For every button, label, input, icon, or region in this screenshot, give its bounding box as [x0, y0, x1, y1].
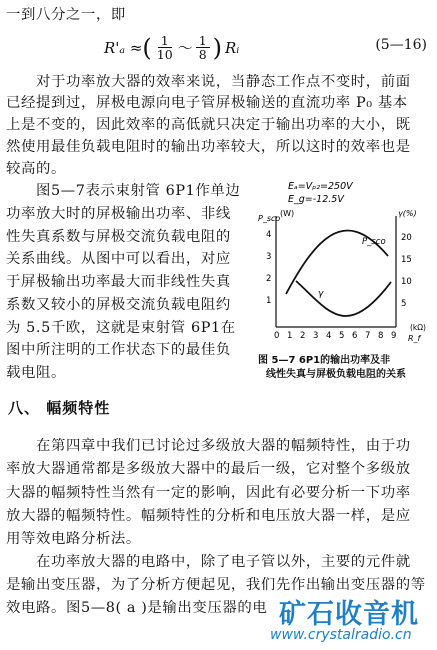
text-line: 较高的。 — [6, 161, 66, 177]
x-tick-0: 0 — [274, 331, 280, 341]
figure-caption-line-2: 线性失真与屏极负载电阻的关系 — [266, 369, 406, 380]
x-tick-5: 5 — [339, 331, 345, 341]
text-line: 效电路。图5—8( a )是输出变压器的电 — [6, 600, 268, 616]
formula-rhs: Rᵢ — [225, 38, 240, 57]
x-tick-3: 3 — [313, 331, 319, 341]
left-axis-label: P_sco — [258, 214, 281, 223]
x-tick-7: 7 — [365, 331, 371, 341]
text-line: 系数又较小的屏极交流负载电阻约 — [6, 297, 231, 313]
formula-5-16: R'ₐ ≈ ( $\frac{1}{10}$ ～ $\frac{1}{8}$ ) Rᵢ — [104, 33, 240, 62]
text-line: 性失真系数与屏极交流负载电阻的 — [6, 229, 231, 245]
left-tick-1: 1 — [266, 296, 272, 306]
text-line: 放大器的幅频特性。幅频特性的分析和电压放大器一样，是应 — [6, 508, 411, 524]
left-axis-unit: (W) — [280, 209, 295, 218]
watermark-logo-text: 矿石收音机 — [279, 599, 419, 630]
left-tick-2: 2 — [266, 274, 272, 284]
figure-caption-line-1: 图 5—7 6P1的输出功率及非 — [258, 355, 391, 366]
x-tick-8: 8 — [378, 331, 384, 341]
text-line: 功率放大时的屏极输出功率、非线 — [6, 206, 231, 222]
text-line: 率放大器通常都是多级放大器中的最后一级，它对整个多级放 — [6, 461, 411, 477]
right-tick-20: 20 — [401, 233, 412, 243]
text-line: 上是不变的，因此效率的高低就只决定于输出功率的大小，既 — [6, 117, 411, 133]
distortion-curve — [296, 281, 391, 316]
text-line: 载电阻。 — [6, 365, 66, 381]
text-line: 然使用最佳负载电阻时的输出功率较大，所以这时的效率也是 — [6, 139, 411, 155]
left-tick-4: 4 — [266, 230, 272, 240]
watermark-url: www.crystalradio.cn — [270, 627, 412, 643]
text-line: 对于功率放大器的效率来说，当静态工作点不变时，前面 — [36, 74, 411, 90]
text-line: 大器的幅频特性当然有一定的影响，因此有必要分析一下功率 — [6, 485, 411, 501]
text-line: 用等效电路分析法。 — [6, 531, 141, 547]
fraction-one-tenth: $\frac{1}{10}$ — [156, 33, 173, 62]
power-curve-label: P_sco — [362, 237, 386, 247]
right-tick-10: 10 — [401, 277, 412, 287]
x-tick-2: 2 — [300, 331, 306, 341]
equation-number: (5—16) — [375, 37, 427, 53]
text-line: 关系曲线。从图中可以看出，对应 — [6, 251, 231, 267]
section-heading: 八、 幅频特性 — [8, 399, 111, 417]
figure-5-7 — [258, 176, 436, 346]
text-line: 于屏极输出功率最大而非线性失真 — [6, 274, 231, 290]
text-line: 图5—7表示束射管 6P1作单边 — [36, 183, 241, 199]
text-line: 已经提到过，屏极电源向电子管屏极输送的直流功率 P₀ 基本 — [6, 95, 408, 111]
fraction-one-eighth: $\frac{1}{8}$ — [196, 34, 210, 61]
x-axis-label: R_f — [408, 334, 421, 343]
text-line: 为 5.5千欧，这就是束射管 6P1在 — [6, 320, 236, 336]
intro-line: 一到八分之一，即 — [6, 7, 126, 23]
x-axis-unit: (kΩ) — [410, 323, 426, 332]
x-tick-9: 9 — [391, 331, 397, 341]
x-tick-1: 1 — [287, 331, 293, 341]
left-tick-3: 3 — [266, 252, 272, 262]
x-tick-4: 4 — [326, 331, 332, 341]
right-tick-15: 15 — [401, 255, 412, 265]
formula-lhs: R'ₐ ≈ — [104, 38, 143, 57]
text-line: 在功率放大器的电路中，除了电子管以外，主要的元件就 — [36, 554, 411, 570]
right-axis-label: γ(%) — [398, 209, 417, 218]
text-line: 是输出变压器，为了分析方便起见，我们先作出输出变压器的等 — [6, 577, 426, 593]
right-tick-5: 5 — [401, 299, 407, 309]
x-tick-6: 6 — [352, 331, 358, 341]
distortion-curve-label: γ — [318, 289, 324, 299]
condition-anode-voltage: Eₐ=Vₚ₂=250V — [288, 181, 353, 192]
condition-grid-voltage: E_g=-12.5V — [288, 194, 344, 205]
text-line: 图中所注明的工作状态下的最佳负 — [6, 342, 231, 358]
text-line: 在第四章中我们已讨论过多级放大器的幅频特性，由于功 — [36, 438, 411, 454]
